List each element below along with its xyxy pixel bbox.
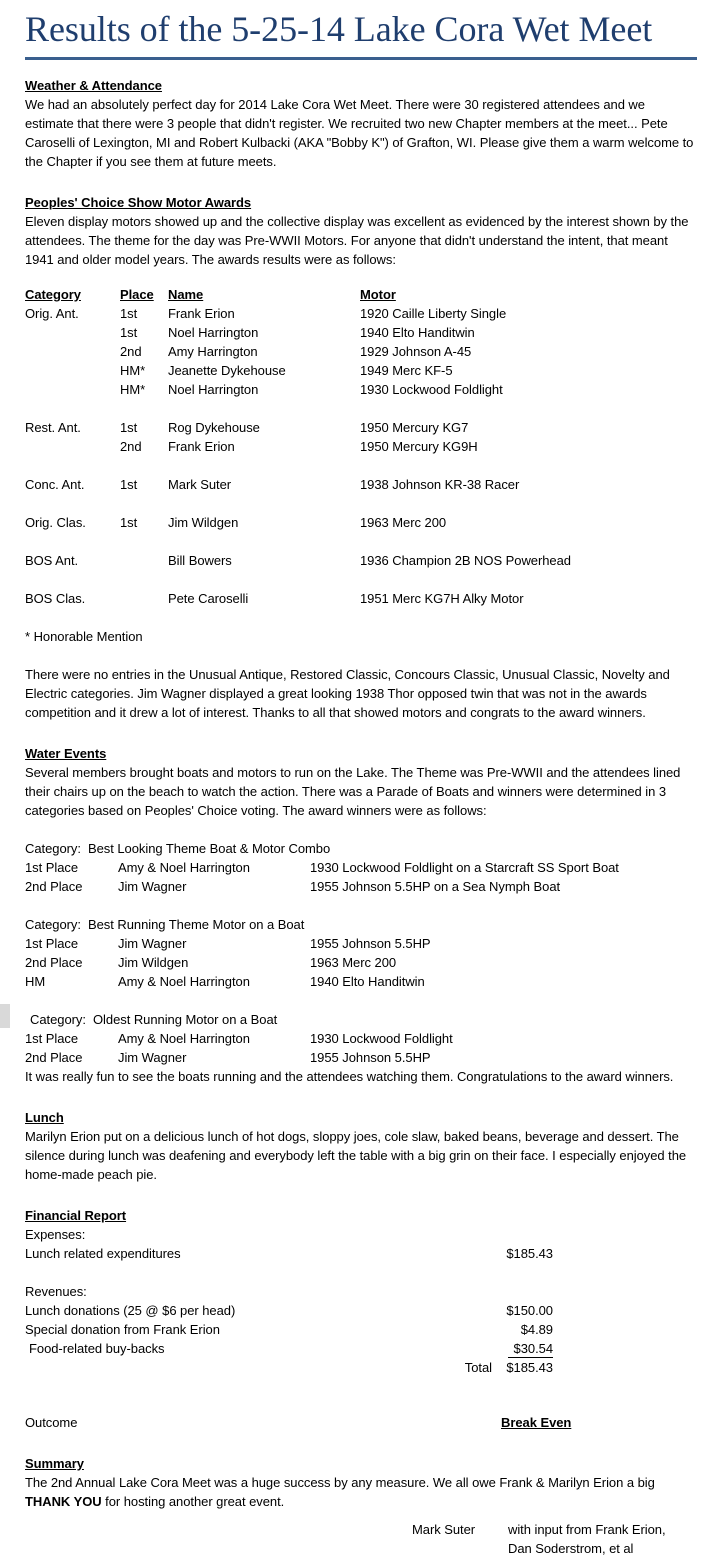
summary-text-after: for hosting another great event. xyxy=(101,1494,285,1509)
awards-motor-cell: 1950 Mercury KG9H xyxy=(360,439,478,454)
awards-motor-cell: 1930 Lockwood Foldlight xyxy=(360,382,503,397)
awards-name-cell: Noel Harrington xyxy=(168,382,259,397)
awards-table-row xyxy=(25,475,697,494)
awards-footnote: * Honorable Mention xyxy=(25,629,143,644)
awards-name-cell: Amy Harrington xyxy=(168,344,258,359)
water-category-line xyxy=(25,839,697,858)
financial-row-amount: $185.43 xyxy=(506,1246,553,1261)
financial-row xyxy=(25,1320,553,1339)
water-category-name: Best Looking Theme Boat & Motor Combo xyxy=(88,841,331,856)
water-motor-cell: 1955 Johnson 5.5HP on a Sea Nymph Boat xyxy=(310,879,561,894)
awards-place-cell: 1st xyxy=(120,306,138,321)
water-intro-paragraph: Several members brought boats and motors to run on the Lake. The Theme was Pre-WWII and the attendees lined their chairs up on the beach to watch the action. There was a Parade of Boats and winners were determined in 3 categories based on Peoples' Choice voting. The award winners were as follows: xyxy=(25,765,681,818)
revenues-label: Revenues: xyxy=(25,1284,87,1299)
summary-bold-text: THANK YOU xyxy=(25,1494,102,1509)
awards-motor-cell: 1950 Mercury KG7 xyxy=(360,420,469,435)
awards-table-row xyxy=(25,589,697,608)
awards-group xyxy=(25,418,697,456)
awards-motor-cell: 1920 Caille Liberty Single xyxy=(360,306,507,321)
heading-awards: Peoples' Choice Show Motor Awards xyxy=(25,195,252,210)
water-motor-cell: 1930 Lockwood Foldlight xyxy=(310,1031,453,1046)
water-place-cell: 2nd Place xyxy=(25,879,83,894)
awards-category-cell: Rest. Ant. xyxy=(25,420,81,435)
awards-place-cell: HM* xyxy=(120,363,146,378)
awards-group xyxy=(25,304,697,399)
summary-paragraph xyxy=(25,1473,697,1511)
awards-category-cell: Orig. Clas. xyxy=(25,515,86,530)
awards-place-cell: 2nd xyxy=(120,344,142,359)
financial-row-label: Special donation from Frank Erion xyxy=(25,1322,220,1337)
weather-paragraph: We had an absolutely perfect day for 2014 Lake Cora Wet Meet. There were 30 registered attendees and we estimate that there were 3 people that didn't register. We recruited two new Chapter members at the meet... Pete Caroselli of Lexington, MI and Robert Kulbacki (AKA "Bobby K") of Grafton, WI. Please give them a warm welcome to the Chapter if you see them at future meets. xyxy=(25,97,694,169)
awards-table-header xyxy=(25,285,697,304)
awards-header-place: Place xyxy=(120,287,154,302)
water-category-line xyxy=(25,915,697,934)
water-motor-cell: 1940 Elto Handitwin xyxy=(310,974,425,989)
awards-group xyxy=(25,551,697,570)
signature-block xyxy=(412,1520,697,1558)
water-name-cell: Amy & Noel Harrington xyxy=(118,974,250,989)
water-category-name: Best Running Theme Motor on a Boat xyxy=(88,917,305,932)
water-name-cell: Jim Wagner xyxy=(118,1050,187,1065)
heading-water: Water Events xyxy=(25,746,107,761)
revenue-rows xyxy=(25,1301,553,1358)
awards-table-row xyxy=(25,380,697,399)
awards-place-cell xyxy=(120,589,168,608)
financial-row-amount xyxy=(501,1339,553,1358)
heading-lunch: Lunch xyxy=(25,1110,64,1125)
awards-motor-cell: 1929 Johnson A-45 xyxy=(360,344,472,359)
water-category-line xyxy=(25,1010,697,1029)
water-name-cell: Amy & Noel Harrington xyxy=(118,860,250,875)
awards-motor-cell: 1936 Champion 2B NOS Powerhead xyxy=(360,553,571,568)
awards-table-row xyxy=(25,342,697,361)
heading-weather: Weather & Attendance xyxy=(25,78,162,93)
left-edge-marker xyxy=(0,1004,10,1028)
awards-table-body xyxy=(25,304,697,608)
summary-text-before: The 2nd Annual Lake Cora Meet was a huge success by any measure. We all owe Frank & Marilyn Erion a big xyxy=(25,1475,655,1490)
water-name-cell: Jim Wildgen xyxy=(118,955,189,970)
awards-outro-paragraph: There were no entries in the Unusual Antique, Restored Classic, Concours Classic, Unusual Classic, Novelty and Electric categories. Jim Wagner displayed a great looking 1938 Thor opposed twin that was not in the awards competition and it drew a lot of interest. Thanks to all that showed motors and congrats to the award winners. xyxy=(25,667,670,720)
water-category-label: Category: xyxy=(30,1012,86,1027)
awards-place-cell xyxy=(120,551,168,570)
water-outro-paragraph: It was really fun to see the boats running and the attendees watching them. Congratulations to the award winners. xyxy=(25,1069,674,1084)
awards-place-cell: HM* xyxy=(120,382,146,397)
awards-place-cell: 1st xyxy=(120,515,138,530)
awards-category-cell xyxy=(25,323,120,342)
heading-summary: Summary xyxy=(25,1456,84,1471)
water-result-row xyxy=(25,934,697,953)
awards-table-row xyxy=(25,418,697,437)
awards-category-cell: Orig. Ant. xyxy=(25,306,79,321)
water-result-row xyxy=(25,1048,697,1067)
water-category-label: Category: xyxy=(25,917,81,932)
water-motor-cell: 1963 Merc 200 xyxy=(310,955,397,970)
awards-place-cell: 2nd xyxy=(120,439,142,454)
awards-table-row xyxy=(25,361,697,380)
financial-row xyxy=(25,1301,553,1320)
awards-category-cell xyxy=(25,437,120,456)
water-name-cell: Amy & Noel Harrington xyxy=(118,1031,250,1046)
water-result-row xyxy=(25,953,697,972)
signature-credit-line2: Dan Soderstrom, et al xyxy=(508,1541,634,1556)
financial-row-amount: $4.89 xyxy=(520,1322,553,1337)
water-categories xyxy=(25,839,697,1067)
lunch-paragraph: Marilyn Erion put on a delicious lunch of hot dogs, sloppy joes, cole slaw, baked beans, beverage and dessert. The silence during lunch was deafening and everybody left the table with a big grin on their face. I especially enjoyed the home-made peach pie. xyxy=(25,1129,687,1182)
awards-name-cell: Frank Erion xyxy=(168,439,235,454)
awards-name-cell: Noel Harrington xyxy=(168,325,259,340)
awards-header-motor: Motor xyxy=(360,287,396,302)
awards-category-cell: BOS Ant. xyxy=(25,553,79,568)
awards-motor-cell: 1963 Merc 200 xyxy=(360,515,447,530)
water-category-label: Category: xyxy=(25,841,81,856)
awards-table-row xyxy=(25,513,697,532)
awards-motor-cell: 1949 Merc KF-5 xyxy=(360,363,453,378)
awards-group xyxy=(25,475,697,494)
awards-motor-cell: 1938 Johnson KR-38 Racer xyxy=(360,477,520,492)
expense-rows xyxy=(25,1244,553,1263)
awards-name-cell: Jeanette Dykehouse xyxy=(168,363,286,378)
total-label: Total xyxy=(464,1360,492,1375)
title-rule xyxy=(25,57,697,60)
water-result-row xyxy=(25,858,697,877)
water-motor-cell: 1930 Lockwood Foldlight on a Starcraft SS Sport Boat xyxy=(310,860,619,875)
awards-category-cell: Conc. Ant. xyxy=(25,477,85,492)
awards-group xyxy=(25,589,697,608)
water-place-cell: HM xyxy=(25,974,46,989)
water-result-row xyxy=(25,877,697,896)
awards-intro-paragraph: Eleven display motors showed up and the collective display was excellent as evidenced by the interest shown by the attendees. The theme for the day was Pre-WWII Motors. For anyone that didn't understand the intent, that meant 1941 and older model years. The awards results were as follows: xyxy=(25,214,689,267)
outcome-label: Outcome xyxy=(25,1415,78,1430)
awards-place-cell: 1st xyxy=(120,477,138,492)
water-name-cell: Jim Wagner xyxy=(118,879,187,894)
awards-name-cell: Frank Erion xyxy=(168,306,235,321)
water-result-row xyxy=(25,972,697,991)
awards-table-row xyxy=(25,304,697,323)
awards-group xyxy=(25,513,697,532)
awards-name-cell: Jim Wildgen xyxy=(168,515,239,530)
water-place-cell: 2nd Place xyxy=(25,955,83,970)
outcome-value: Break Even xyxy=(501,1415,572,1430)
awards-table-row xyxy=(25,323,697,342)
financial-row xyxy=(25,1339,553,1358)
awards-place-cell: 1st xyxy=(120,420,138,435)
water-category-group xyxy=(25,1010,697,1067)
outcome-row xyxy=(25,1413,572,1432)
water-place-cell: 2nd Place xyxy=(25,1050,83,1065)
awards-place-cell: 1st xyxy=(120,325,138,340)
financial-spacer xyxy=(25,1263,553,1282)
awards-name-cell: Rog Dykehouse xyxy=(168,420,260,435)
water-category-name: Oldest Running Motor on a Boat xyxy=(93,1012,278,1027)
signature-name: Mark Suter xyxy=(412,1522,476,1537)
water-name-cell: Jim Wagner xyxy=(118,936,187,951)
awards-category-cell xyxy=(25,342,120,361)
water-motor-cell: 1955 Johnson 5.5HP xyxy=(310,936,431,951)
total-spacer-cell xyxy=(25,1358,465,1377)
financial-block xyxy=(25,1225,572,1432)
water-category-group xyxy=(25,915,697,991)
page-title: Results of the 5-25-14 Lake Cora Wet Meet xyxy=(25,9,653,49)
water-result-row xyxy=(25,1029,697,1048)
water-motor-cell: 1955 Johnson 5.5HP xyxy=(310,1050,431,1065)
awards-name-cell: Mark Suter xyxy=(168,477,232,492)
expenses-label: Expenses: xyxy=(25,1227,86,1242)
financial-row-label: Lunch donations (25 @ $6 per head) xyxy=(25,1303,236,1318)
awards-header-category: Category xyxy=(25,287,81,302)
water-category-group xyxy=(25,839,697,896)
awards-motor-cell: 1940 Elto Handitwin xyxy=(360,325,475,340)
financial-row-amount: $150.00 xyxy=(506,1303,553,1318)
awards-name-cell: Pete Caroselli xyxy=(168,591,249,606)
water-place-cell: 1st Place xyxy=(25,860,79,875)
signature-credit xyxy=(508,1520,666,1558)
awards-table-row xyxy=(25,551,697,570)
awards-category-cell: BOS Clas. xyxy=(25,591,86,606)
awards-motor-cell: 1951 Merc KG7H Alky Motor xyxy=(360,591,524,606)
financial-amount-underlined: $30.54 xyxy=(508,1340,553,1358)
awards-category-cell xyxy=(25,361,120,380)
awards-name-cell: Bill Bowers xyxy=(168,553,232,568)
awards-category-cell xyxy=(25,380,120,399)
financial-total-row xyxy=(25,1358,553,1377)
awards-header-name: Name xyxy=(168,287,204,302)
financial-row xyxy=(25,1244,553,1263)
financial-row-label: Food-related buy-backs xyxy=(29,1341,165,1356)
water-place-cell: 1st Place xyxy=(25,936,79,951)
water-place-cell: 1st Place xyxy=(25,1031,79,1046)
financial-row-label: Lunch related expenditures xyxy=(25,1246,181,1261)
awards-table-row xyxy=(25,437,697,456)
signature-credit-line1: with input from Frank Erion, xyxy=(508,1522,666,1537)
heading-financial: Financial Report xyxy=(25,1208,127,1223)
total-amount: $185.43 xyxy=(506,1360,553,1375)
